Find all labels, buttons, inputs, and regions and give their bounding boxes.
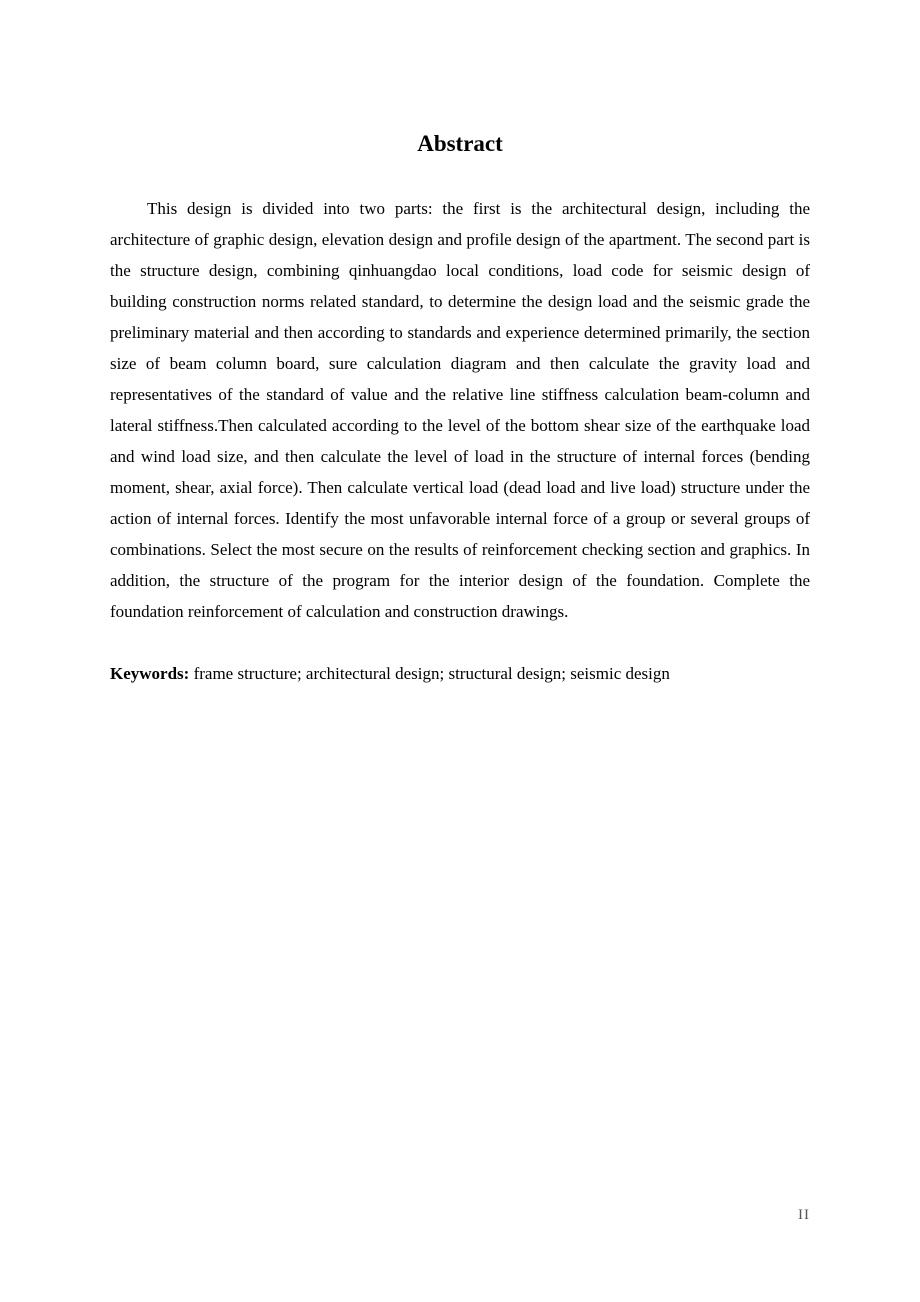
keywords-list: frame structure; architectural design; structural design; seismic design: [189, 664, 670, 683]
page-number: II: [798, 1207, 810, 1223]
keywords-label: Keywords:: [110, 664, 190, 683]
page-title: Abstract: [417, 131, 503, 156]
keywords-line: [110, 658, 810, 689]
abstract-paragraph: This design is divided into two parts: the first is the architectural design, including the architecture of graphic design, elevation design and profile design of the apartment. The second part is the structure design, combining qinhuangdao local conditions, load code for seismic design of building construction norms related standard, to determine the design load and the seismic grade the preliminary material and then according to standards and experience determined primarily, the section size of beam column board, sure calculation diagram and then calculate the gravity load and representatives of the standard of value and the relative line stiffness calculation beam-column and lateral stiffness.Then calculated according to the level of the bottom shear size of the earthquake load and wind load size, and then calculate the level of load in the structure of internal forces (bending moment, shear, axial force). Then calculate vertical load (dead load and live load) structure under the action of internal forces. Identify the most unfavorable internal force of a group or several groups of combinations. Select the most secure on the results of reinforcement checking section and graphics. In addition, the structure of the program for the interior design of the foundation. Complete the foundation reinforcement of calculation and construction drawings.: [110, 199, 810, 621]
